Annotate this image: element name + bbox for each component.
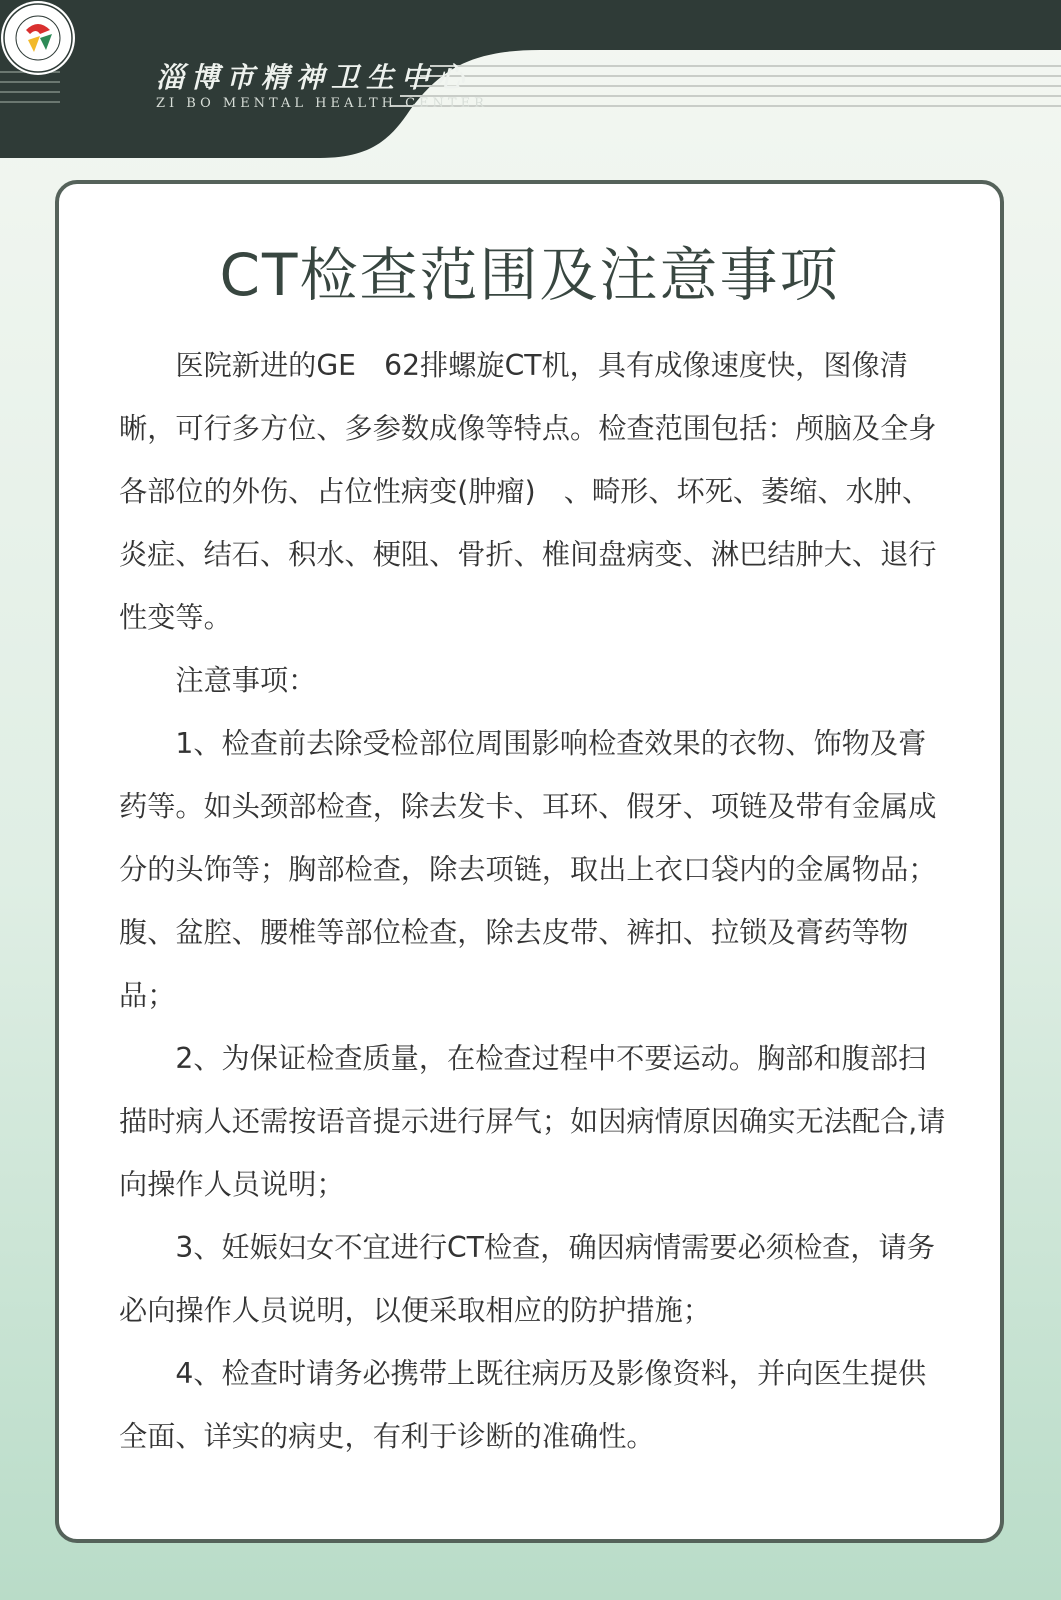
precautions-heading: 注意事项：	[175, 664, 317, 697]
hospital-emblem-icon	[0, 0, 76, 76]
header-banner	[0, 0, 1061, 160]
precaution-item-4: 4、检查时请务必携带上既往病历及影像资料，并向医生提供全面、详实的病史，有利于诊断的准确性。	[119, 1357, 927, 1453]
precaution-item-3: 3、妊娠妇女不宜进行CT检查，确因病情需要必须检查，请务必向操作人员说明，以便采取相应的防护措施；	[119, 1231, 935, 1327]
precaution-item-2: 2、为保证检查质量，在检查过程中不要运动。胸部和腹部扫描时病人还需按语音提示进行屏气；如因病情原因确实无法配合,请向操作人员说明；	[119, 1042, 946, 1201]
intro-paragraph: 医院新进的GE 62排螺旋CT机，具有成像速度快，图像清晰，可行多方位、多参数成像等特点。检查范围包括：颅脑及全身各部位的外伤、占位性病变(肿瘤) 、畸形、坏死、萎缩、水肿、炎症、结石、积水、梗阻、骨折、椎间盘病变、淋巴结肿大、退行性变等。	[119, 349, 937, 634]
org-name-cn: 淄博市精神卫生中心	[156, 61, 472, 94]
precaution-item-1: 1、检查前去除受检部位周围影响检查效果的衣物、饰物及膏药等。如头颈部检查，除去发卡、耳环、假牙、项链及带有金属成分的头饰等；胸部检查，除去项链，取出上衣口袋内的金属物品；腹、盆腔、腰椎等部位检查，除去皮带、裤扣、拉锁及膏药等物品；	[119, 727, 937, 1012]
notice-card	[55, 180, 1004, 1543]
org-name-en: ZI BO MENTAL HEALTH CENTER	[156, 96, 488, 111]
notice-title: CT检查范围及注意事项	[219, 241, 840, 309]
notice-body	[119, 334, 948, 1468]
